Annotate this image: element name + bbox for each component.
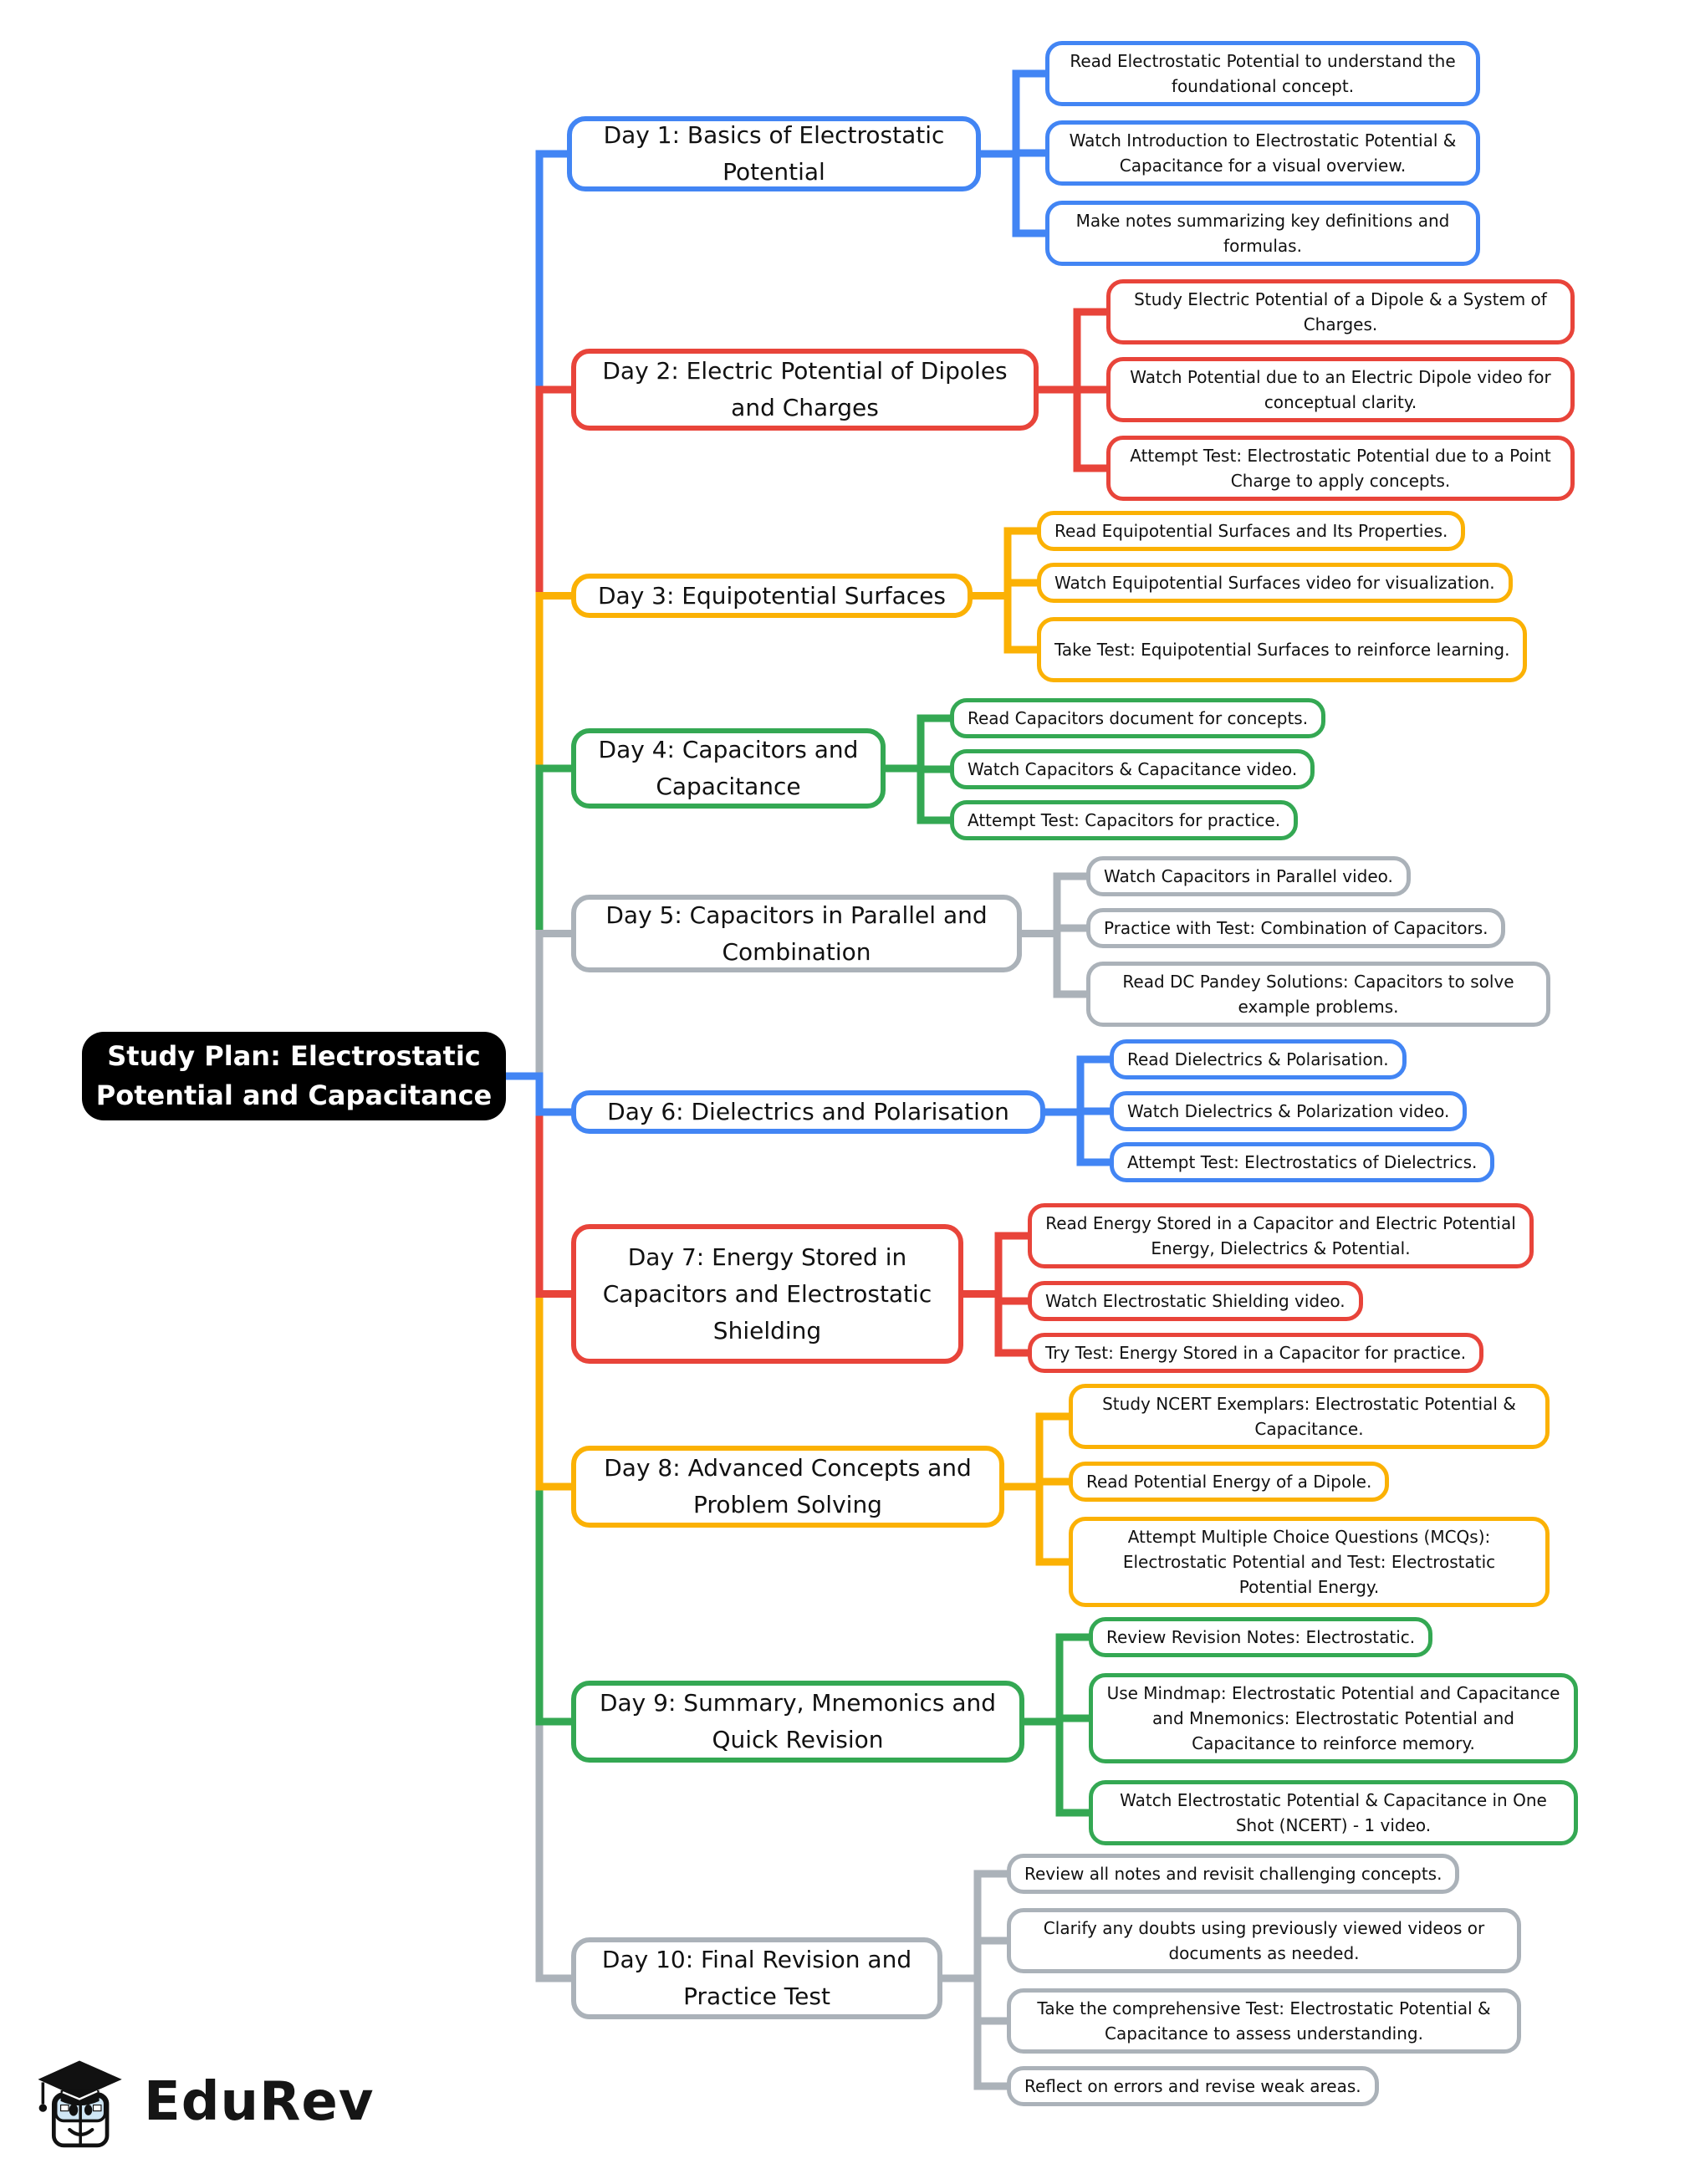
day-9-leaf-2[interactable]: Use Mindmap: Electrostatic Potential and Capacitance and Mnemonics: Electrostatic Potential and Capacitance to reinforce memory. bbox=[1089, 1673, 1578, 1763]
edurev-logo[interactable] bbox=[30, 2053, 375, 2151]
day-5-leaf-2[interactable]: Practice with Test: Combination of Capacitors. bbox=[1086, 908, 1505, 948]
day-2-leaf-2[interactable]: Watch Potential due to an Electric Dipole video for conceptual clarity. bbox=[1106, 357, 1575, 422]
day-2-leaf-3[interactable]: Attempt Test: Electrostatic Potential due to a Point Charge to apply concepts. bbox=[1106, 436, 1575, 501]
day-1-node[interactable]: Day 1: Basics of Electrostatic Potential bbox=[567, 116, 981, 191]
day-7-node[interactable]: Day 7: Energy Stored in Capacitors and Electrostatic Shielding bbox=[571, 1224, 963, 1364]
root-node[interactable]: Study Plan: Electrostatic Potential and Capacitance bbox=[82, 1032, 506, 1120]
day-3-leaf-3[interactable]: Take Test: Equipotential Surfaces to reinforce learning. bbox=[1037, 617, 1527, 682]
day-6-leaf-1[interactable]: Read Dielectrics & Polarisation. bbox=[1110, 1039, 1407, 1079]
day-10-leaf-1[interactable]: Review all notes and revisit challenging concepts. bbox=[1007, 1854, 1459, 1894]
day-6-leaf-2[interactable]: Watch Dielectrics & Polarization video. bbox=[1110, 1091, 1467, 1131]
edurev-brand-text: EduRev bbox=[144, 2071, 375, 2133]
day-8-node[interactable]: Day 8: Advanced Concepts and Problem Solving bbox=[571, 1446, 1004, 1528]
day-3-leaf-1[interactable]: Read Equipotential Surfaces and Its Properties. bbox=[1037, 511, 1465, 551]
day-4-leaf-3[interactable]: Attempt Test: Capacitors for practice. bbox=[950, 800, 1298, 840]
day-2-leaf-1[interactable]: Study Electric Potential of a Dipole & a System of Charges. bbox=[1106, 279, 1575, 344]
day-1-leaf-3[interactable]: Make notes summarizing key definitions and formulas. bbox=[1045, 201, 1480, 266]
day-4-leaf-2[interactable]: Watch Capacitors & Capacitance video. bbox=[950, 749, 1315, 789]
day-7-leaf-1[interactable]: Read Energy Stored in a Capacitor and Electric Potential Energy, Dielectrics & Potential. bbox=[1028, 1203, 1534, 1268]
edurev-mascot-icon bbox=[30, 2053, 129, 2151]
day-4-node[interactable]: Day 4: Capacitors and Capacitance bbox=[571, 728, 886, 809]
day-10-node[interactable]: Day 10: Final Revision and Practice Test bbox=[571, 1937, 942, 2019]
day-7-leaf-3[interactable]: Try Test: Energy Stored in a Capacitor for practice. bbox=[1028, 1333, 1483, 1373]
day-9-node[interactable]: Day 9: Summary, Mnemonics and Quick Revision bbox=[571, 1681, 1024, 1763]
day-5-leaf-1[interactable]: Watch Capacitors in Parallel video. bbox=[1086, 856, 1411, 896]
day-8-leaf-2[interactable]: Read Potential Energy of a Dipole. bbox=[1069, 1462, 1389, 1502]
day-4-leaf-1[interactable]: Read Capacitors document for concepts. bbox=[950, 698, 1325, 738]
day-9-leaf-1[interactable]: Review Revision Notes: Electrostatic. bbox=[1089, 1617, 1432, 1657]
day-10-leaf-3[interactable]: Take the comprehensive Test: Electrostatic Potential & Capacitance to assess understanding. bbox=[1007, 1988, 1521, 2054]
day-5-leaf-3[interactable]: Read DC Pandey Solutions: Capacitors to solve example problems. bbox=[1086, 962, 1550, 1027]
day-10-leaf-4[interactable]: Reflect on errors and revise weak areas. bbox=[1007, 2066, 1379, 2106]
day-10-leaf-2[interactable]: Clarify any doubts using previously viewed videos or documents as needed. bbox=[1007, 1908, 1521, 1973]
day-6-leaf-3[interactable]: Attempt Test: Electrostatics of Dielectrics. bbox=[1110, 1142, 1494, 1182]
day-9-leaf-3[interactable]: Watch Electrostatic Potential & Capacitance in One Shot (NCERT) - 1 video. bbox=[1089, 1780, 1578, 1845]
day-8-leaf-1[interactable]: Study NCERT Exemplars: Electrostatic Potential & Capacitance. bbox=[1069, 1384, 1550, 1449]
day-2-node[interactable]: Day 2: Electric Potential of Dipoles and Charges bbox=[571, 349, 1039, 431]
day-1-leaf-1[interactable]: Read Electrostatic Potential to understand the foundational concept. bbox=[1045, 41, 1480, 106]
day-1-leaf-2[interactable]: Watch Introduction to Electrostatic Potential & Capacitance for a visual overview. bbox=[1045, 120, 1480, 186]
day-7-leaf-2[interactable]: Watch Electrostatic Shielding video. bbox=[1028, 1281, 1363, 1321]
day-3-leaf-2[interactable]: Watch Equipotential Surfaces video for visualization. bbox=[1037, 563, 1513, 603]
day-8-leaf-3[interactable]: Attempt Multiple Choice Questions (MCQs): Electrostatic Potential and Test: Electrostatic Potential Energy. bbox=[1069, 1517, 1550, 1607]
day-6-node[interactable]: Day 6: Dielectrics and Polarisation bbox=[571, 1090, 1045, 1134]
day-3-node[interactable]: Day 3: Equipotential Surfaces bbox=[571, 574, 973, 618]
day-5-node[interactable]: Day 5: Capacitors in Parallel and Combination bbox=[571, 895, 1022, 972]
